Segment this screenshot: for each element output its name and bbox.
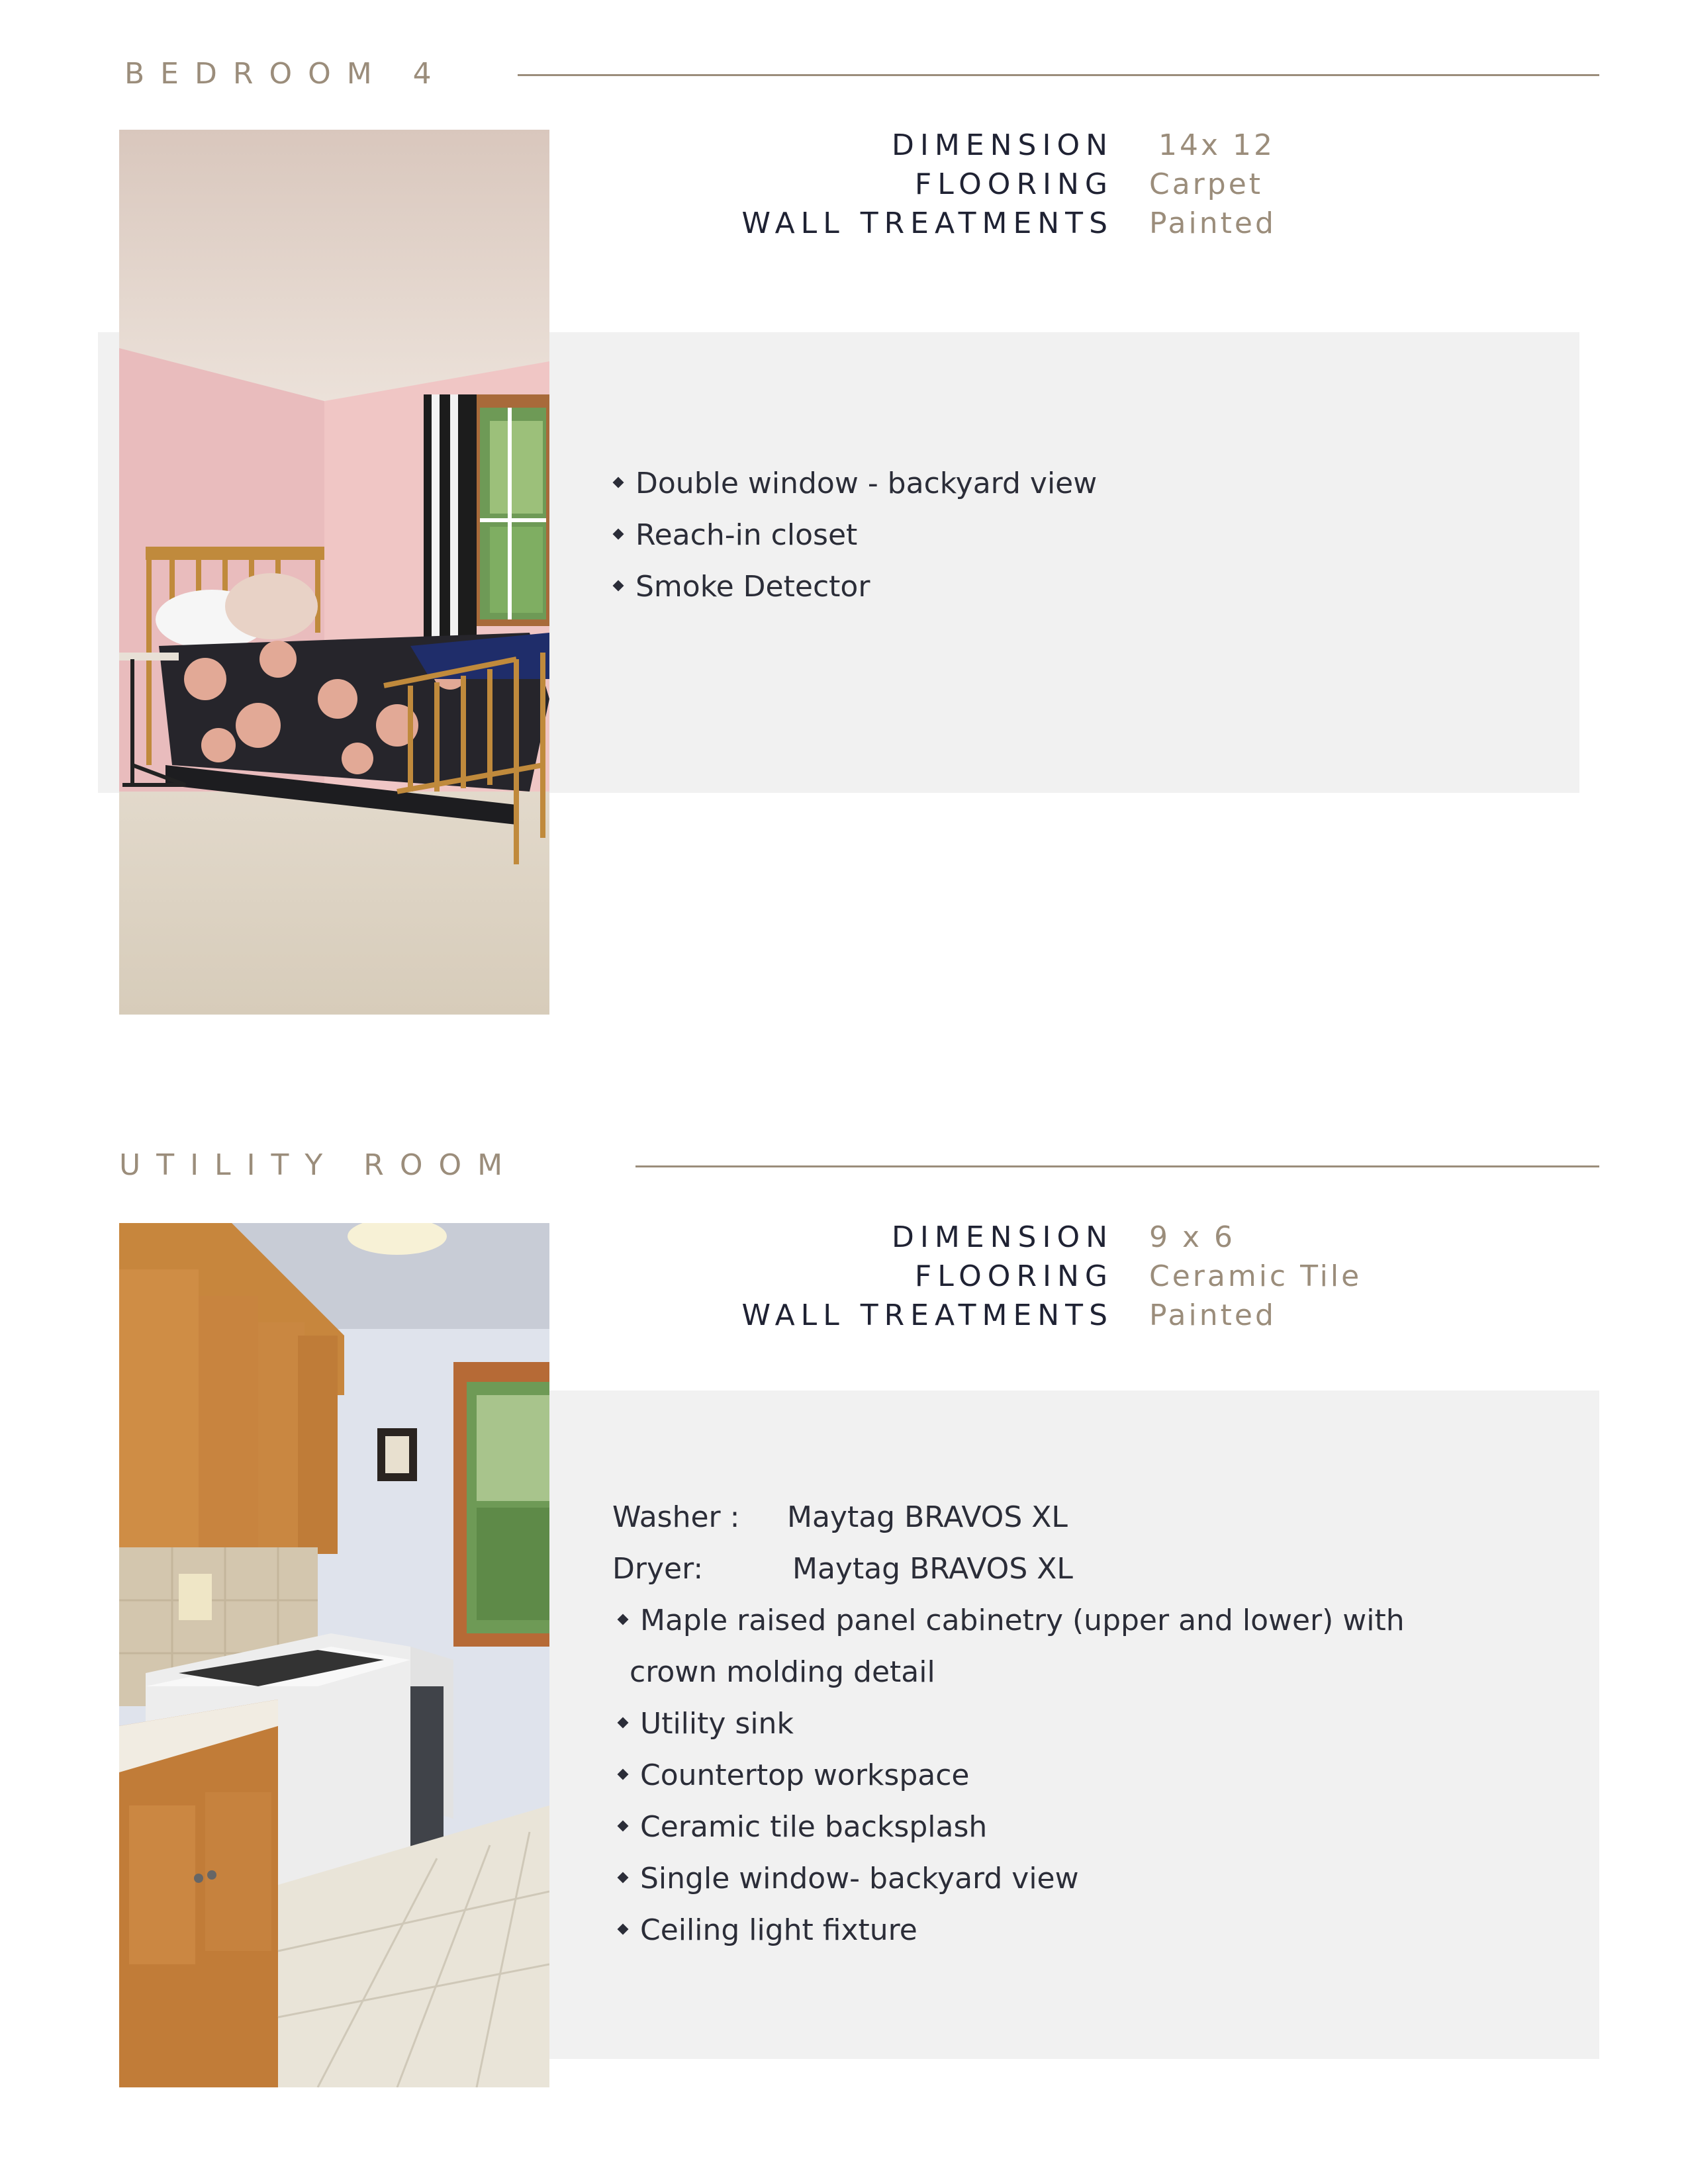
list-item: Ceiling light fixture (612, 1905, 1405, 1956)
utility-spec-label-wall: WALL TREATMENTS (741, 1298, 1113, 1332)
utility-feature-list (612, 1492, 1405, 1956)
bedroom-section-title: BEDROOM 4 (124, 57, 447, 91)
bedroom-spec-value-flooring: Carpet (1149, 167, 1264, 201)
utility-spec-value-flooring: Ceramic Tile (1149, 1259, 1362, 1293)
bullet-icon (613, 477, 624, 488)
utility-spec-values (1149, 1218, 1362, 1335)
utility-spec-label-flooring: FLOORING (914, 1259, 1113, 1293)
utility-spec-label-dimension: DIMENSION (892, 1220, 1113, 1254)
appliance-row-dryer: Dryer: Maytag BRAVOS XL (612, 1552, 1073, 1586)
utility-image (119, 1223, 549, 2087)
bullet-icon (618, 1769, 629, 1780)
bedroom-spec-label-dimension: DIMENSION (892, 128, 1113, 162)
list-item: Countertop workspace (612, 1750, 1405, 1801)
bullet-icon (618, 1614, 629, 1625)
bullet-icon (618, 1717, 629, 1729)
bedroom-feature-list (608, 458, 1097, 613)
bedroom-spec-label-flooring: FLOORING (914, 167, 1113, 201)
utility-spec-value-dimension: 9 x 6 (1149, 1220, 1235, 1254)
utility-spec-labels (741, 1218, 1113, 1335)
bullet-icon (618, 1872, 629, 1884)
bedroom-image (119, 130, 549, 1015)
bullet-icon (618, 1924, 629, 1935)
utility-section-title: UTILITY ROOM (119, 1148, 519, 1182)
bedroom-photo (119, 130, 549, 1015)
bedroom-spec-value-wall: Painted (1149, 206, 1276, 240)
bullet-icon (613, 580, 624, 592)
bedroom-divider (518, 74, 1599, 76)
list-item: Utility sink (612, 1698, 1405, 1750)
list-item: Ceramic tile backsplash (612, 1801, 1405, 1853)
bedroom-spec-labels (741, 126, 1113, 243)
list-item: Smoke Detector (608, 561, 1097, 613)
utility-spec-value-wall: Painted (1149, 1298, 1276, 1332)
utility-divider (635, 1165, 1599, 1167)
list-item: Single window- backyard view (612, 1853, 1405, 1905)
bedroom-spec-label-wall: WALL TREATMENTS (741, 206, 1113, 240)
utility-photo (119, 1223, 549, 2087)
bedroom-spec-values (1149, 126, 1276, 243)
bullet-icon (618, 1821, 629, 1832)
bedroom-spec-value-dimension: 14x 12 (1158, 128, 1276, 162)
list-item: Double window - backyard view (608, 458, 1097, 510)
bullet-icon (613, 529, 624, 540)
list-item: Reach-in closet (608, 510, 1097, 561)
list-item: Maple raised panel cabinetry (upper and lower) with (612, 1595, 1405, 1647)
list-item-continuation: crown molding detail (630, 1655, 935, 1689)
appliance-row-washer: Washer : Maytag BRAVOS XL (612, 1500, 1068, 1534)
